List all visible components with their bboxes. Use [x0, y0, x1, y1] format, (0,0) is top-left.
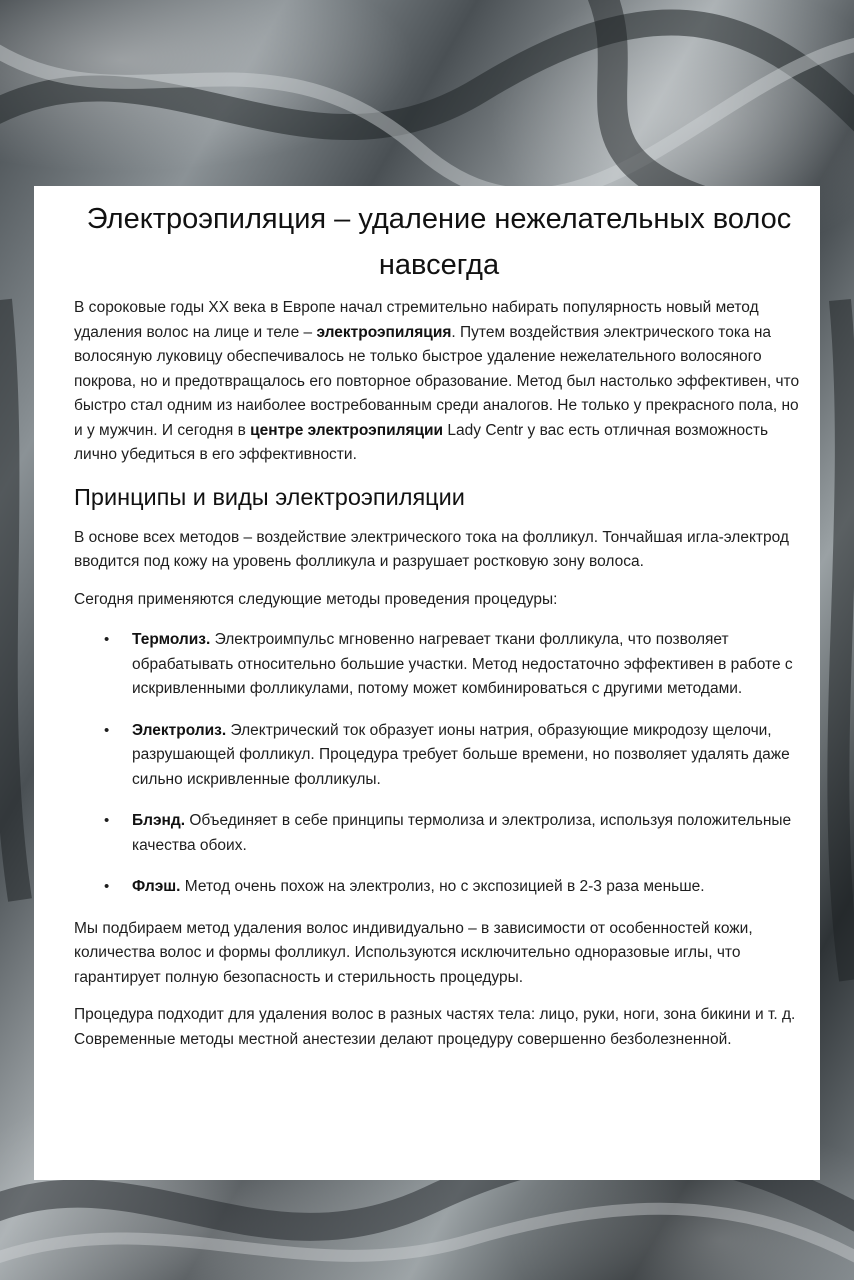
intro-paragraph	[74, 296, 804, 468]
body-areas-paragraph: Процедура подходит для удаления волос в разных частях тела: лицо, руки, ноги, зона бикини и т. д. Современные методы местной анестезии делают процедуру совершенно безболезненной.	[74, 1006, 796, 1048]
methods-list	[74, 628, 804, 900]
intro-text-2: . Путем воздействия электрического тока на волосяную луковицу обеспечивалось не только быстрое удаление нежелательного волосяного покрова, но и предотвращалось его повторное образование. Метод был настолько эффективен, что быстро стал одним из наиболее востребованным среди аналогов. Не только у прекрасного пола, но и у мужчин. И сегодня в	[74, 323, 800, 439]
method-name: Термолиз.	[132, 631, 211, 648]
list-item	[74, 628, 804, 702]
intro-bold-center: центре электроэпиляции	[250, 421, 444, 439]
section-heading: Принципы и виды электроэпиляции	[74, 483, 465, 510]
individual-paragraph: Мы подбираем метод удаления волос индивидуально – в зависимости от особенностей кожи, количества волос и формы фолликул. Используются исключительно одноразовые иглы, что гарантирует полную безопасность и стерильность процедуры.	[74, 919, 753, 986]
list-item	[74, 809, 804, 858]
method-text: Метод очень похож на электролиз, но с экспозицией в 2-3 раза меньше.	[180, 878, 705, 895]
list-item	[74, 719, 804, 793]
intro-text-1: В сороковые годы XX века в Европе начал стремительно набирать популярность новый метод удаления волос на лице и теле –	[74, 299, 759, 341]
list-item	[74, 875, 804, 900]
basis-paragraph: В основе всех методов – воздействие электрического тока на фолликул. Тончайшая игла-электрод вводится под кожу на уровень фолликула и разрушает ростковую зону волоса.	[74, 528, 789, 570]
methods-intro-paragraph: Сегодня применяются следующие методы проведения процедуры:	[74, 590, 558, 608]
method-name: Блэнд.	[132, 812, 186, 829]
method-name: Флэш.	[132, 878, 181, 895]
method-text: Объединяет в себе принципы термолиза и электролиза, используя положительные качества обоих.	[132, 812, 792, 854]
bullet-icon: •	[104, 721, 110, 739]
bullet-icon: •	[104, 812, 110, 829]
article-card	[34, 186, 820, 1180]
method-name: Электролиз.	[132, 721, 227, 739]
bullet-icon: •	[104, 878, 110, 895]
method-text: Электрический ток образует ионы натрия, образующие микродозу щелочи, разрушающей фолликул. Процедура требует больше времени, но позволяет удалять даже сильно искривленные фолликулы.	[132, 721, 790, 788]
bullet-icon: •	[104, 631, 110, 648]
page-title: Электроэпиляция – удаление нежелательных волос навсегда	[86, 203, 792, 281]
intro-text-3: Lady Centr у вас есть отличная возможность лично убедиться в его эффективности.	[74, 421, 769, 463]
intro-bold-electroepilation: электроэпиляция	[316, 323, 452, 341]
method-text: Электроимпульс мгновенно нагревает ткани фолликула, что позволяет обрабатывать относительно большие участки. Метод недостаточно эффективен в работе с искривленными фолликулами, потому может комбинироваться с другими методами.	[132, 631, 793, 697]
